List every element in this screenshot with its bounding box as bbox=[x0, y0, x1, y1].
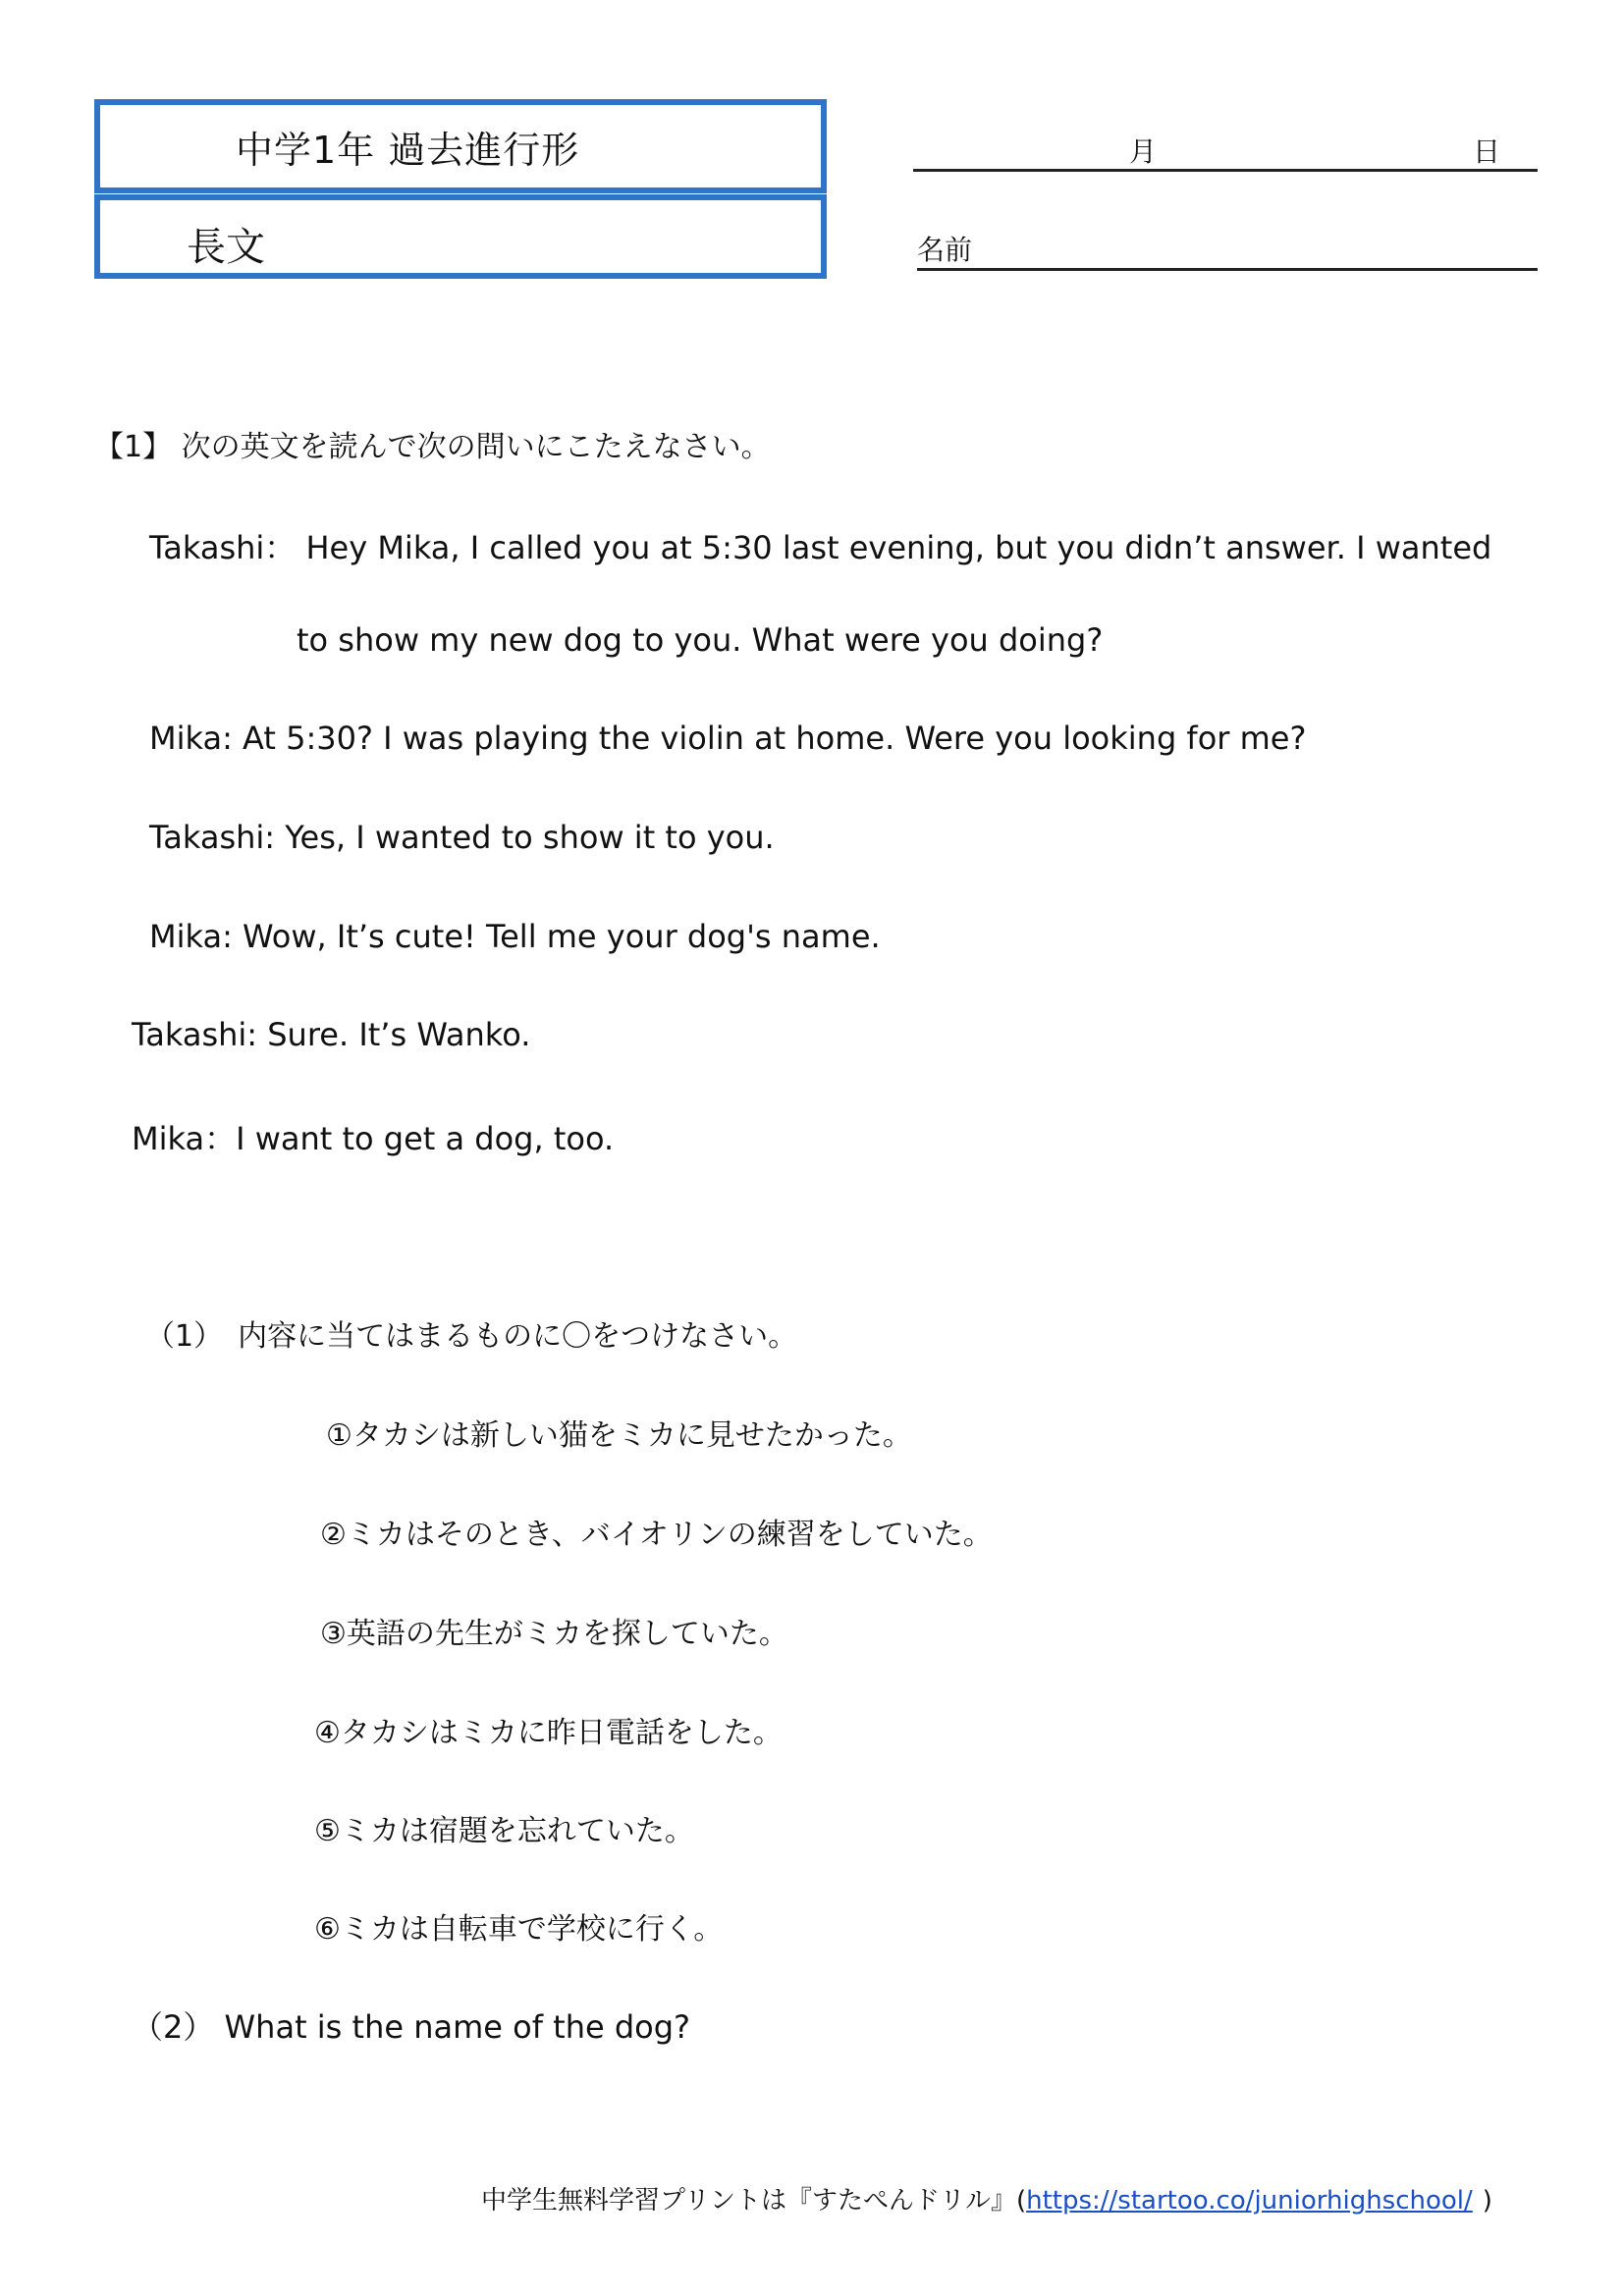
dialogue-line: to show my new dog to you. What were you doing? bbox=[297, 621, 1104, 659]
date-line bbox=[913, 169, 1538, 172]
date-day-label: 日 bbox=[1473, 135, 1501, 168]
dialogue-line: Mika: At 5:30? I was playing the violin at home. Were you looking for me? bbox=[149, 720, 1307, 757]
worksheet-subtitle: 長文 bbox=[187, 225, 265, 270]
date-month-label: 月 bbox=[1129, 135, 1158, 168]
option-item[interactable]: ⑤ミカは宿題を忘れていた。 bbox=[314, 1814, 694, 1848]
option-item[interactable]: ⑥ミカは自転車で学校に行く。 bbox=[314, 1912, 724, 1947]
option-item[interactable]: ③英語の先生がミカを探していた。 bbox=[320, 1617, 788, 1651]
dialogue-line: Takashi: Yes, I wanted to show it to you. bbox=[149, 819, 775, 856]
option-item[interactable]: ④タカシはミカに昨日電話をした。 bbox=[314, 1716, 783, 1750]
section-instruction: 【1】 次の英文を読んで次の問いにこたえなさい。 bbox=[94, 430, 771, 464]
footer-link[interactable]: https://startoo.co/juniorhighschool/ bbox=[1026, 2186, 1473, 2216]
name-label: 名前 bbox=[917, 234, 973, 266]
footer bbox=[481, 2180, 1492, 2216]
name-line[interactable] bbox=[917, 268, 1538, 271]
dialogue-line: Mika: Wow, It’s cute! Tell me your dog's name. bbox=[149, 918, 881, 955]
footer-close: ) bbox=[1482, 2186, 1492, 2216]
question-1-label: （1） 内容に当てはまるものに〇をつけなさい。 bbox=[145, 1319, 798, 1354]
option-item[interactable]: ②ミカはそのとき、バイオリンの練習をしていた。 bbox=[320, 1518, 993, 1552]
dialogue-line: Takashi: Sure. It’s Wanko. bbox=[132, 1016, 531, 1053]
worksheet-title: 中学1年 過去進行形 bbox=[236, 129, 580, 172]
dialogue-line: Takashi： Hey Mika, I called you at 5:30 last evening, but you didn’t answer. I wanted bbox=[149, 529, 1492, 566]
dialogue-line: Mika：I want to get a dog, too. bbox=[132, 1120, 615, 1157]
footer-text: 中学生無料学習プリントは『すたぺんドリル』( bbox=[481, 2186, 1027, 2216]
option-item[interactable]: ①タカシは新しい猫をミカに見せたかった。 bbox=[326, 1418, 912, 1453]
question-2-label: （2） What is the name of the dog? bbox=[132, 2008, 691, 2046]
